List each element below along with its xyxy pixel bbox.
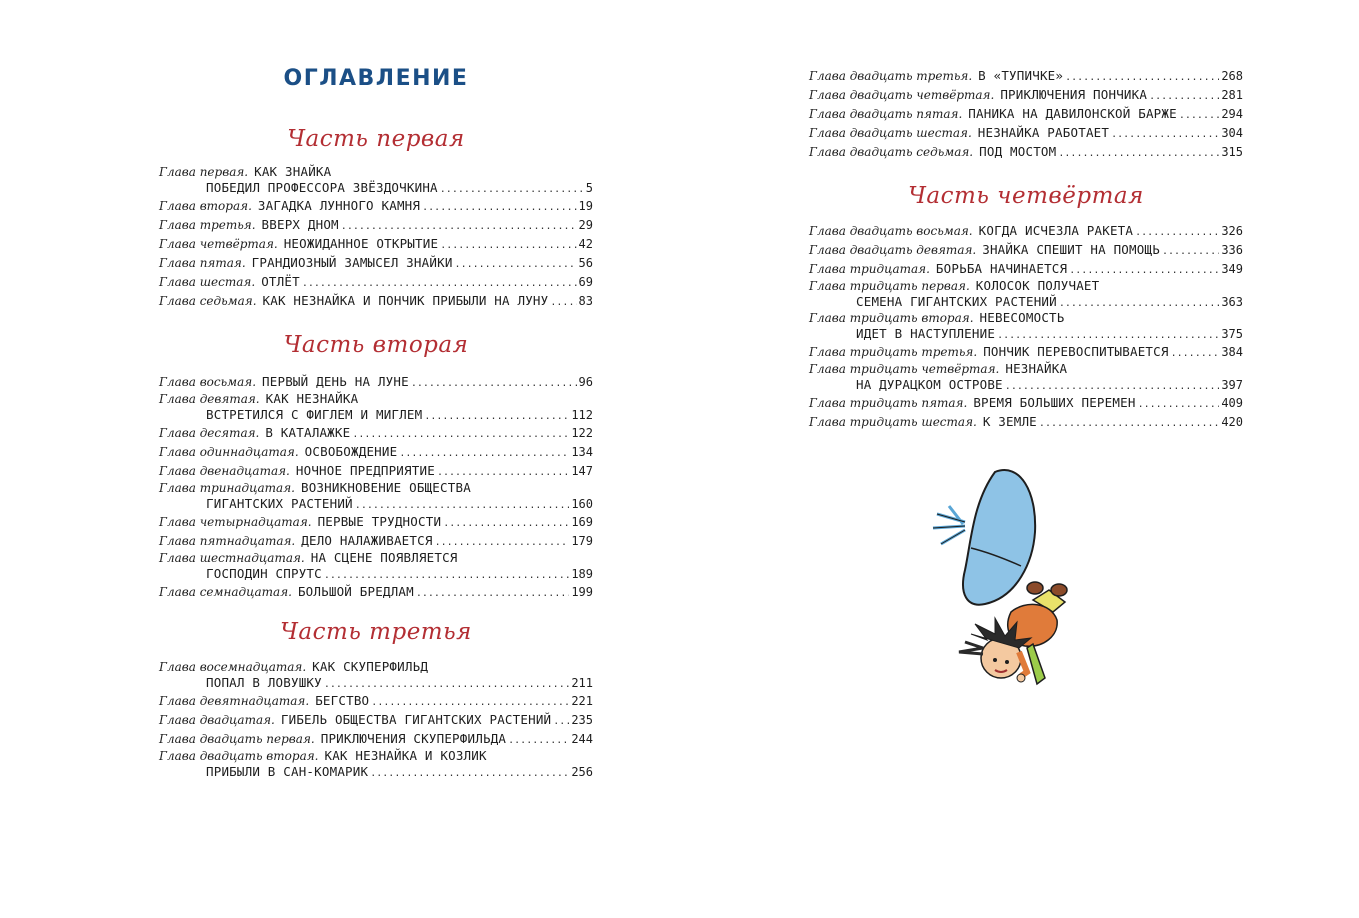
toc-entry [809,240,1243,259]
left-parts [159,124,593,780]
page-number: 5 [585,181,593,195]
page-number: 349 [1221,262,1243,276]
chapter-label: Глава шестая. [159,275,256,289]
page-number: 294 [1221,107,1243,121]
dot-leader [1059,295,1219,312]
chapter-title-cont: ПОПАЛ В ЛОВУШКУ [206,675,322,690]
toc-entry [159,710,593,729]
toc-entry [809,85,1243,104]
toc-entry-line [159,495,593,512]
chapter-label: Глава двадцать третья. [809,69,973,83]
toc-entry [159,729,593,748]
toc-entry [809,412,1243,431]
page-number: 304 [1221,126,1243,140]
toc-entry-line [159,480,593,495]
chapter-label: Глава четырнадцатая. [159,515,312,529]
falling-character-illustration [925,462,1095,702]
toc-entry-line [159,565,593,582]
toc-entry [159,291,593,310]
toc-entry-line [159,164,593,179]
toc-entry-line [159,659,593,674]
page-number: 19 [578,199,593,213]
chapter-title: ПРИКЛЮЧЕНИЯ СКУПЕРФИЛЬДА [320,731,507,746]
page-number: 420 [1221,415,1243,429]
chapter-title: ВВЕРХ ДНОМ [261,217,339,232]
toc-entry-line [159,196,593,215]
chapter-title: НА СЦЕНЕ ПОЯВЛЯЕТСЯ [310,550,458,565]
dot-leader [1179,106,1219,125]
toc-entry-line [809,123,1243,142]
part-heading: Часть третья [280,619,472,645]
page-number: 189 [571,567,593,581]
dot-leader [553,712,569,731]
chapter-label: Глава четвёртая. [159,237,278,251]
toc-entry-line [159,691,593,710]
right-parts [809,181,1243,431]
toc-entry [159,442,593,461]
toc-entry [159,272,593,291]
chapter-title: ПРИКЛЮЧЕНИЯ ПОНЧИКА [1000,87,1148,102]
chapter-label: Глава двадцать первая. [159,732,315,746]
chapter-title-cont: ПОБЕДИЛ ПРОФЕССОРА ЗВЁЗДОЧКИНА [206,180,438,195]
toc-title: ОГЛАВЛЕНИЕ [283,66,469,91]
page-number: 235 [571,713,593,727]
continued-entries [809,66,1243,161]
toc-entry [159,391,593,423]
page-number: 375 [1221,327,1243,341]
toc-entry-line [809,293,1243,310]
page-number: 199 [571,585,593,599]
page-number: 134 [571,445,593,459]
page-number: 268 [1221,69,1243,83]
toc-entry [159,372,593,391]
toc-entry [809,66,1243,85]
part-heading: Часть первая [287,126,465,152]
toc-entry-line [159,763,593,780]
toc-entry-line [809,325,1243,342]
toc-entry-line [159,215,593,234]
chapter-title: ПЕРВЫЙ ДЕНЬ НА ЛУНЕ [262,374,409,389]
toc-entry-line [809,376,1243,393]
chapter-title: В КАТАЛАЖКЕ [265,425,351,440]
chapter-label: Глава двадцать восьмая. [809,224,973,238]
page-number: 221 [571,694,593,708]
toc-entry [809,104,1243,123]
page-number: 96 [578,375,593,389]
toc-entry [159,215,593,234]
toc-entry-line [159,748,593,763]
chapter-label: Глава тридцать шестая. [809,415,977,429]
chapter-label: Глава третья. [159,218,256,232]
chapter-title: БОЛЬШОЙ БРЕДЛАМ [297,584,414,599]
toc-entry-line [159,179,593,196]
left-column [159,66,593,780]
chapter-label: Глава шестнадцатая. [159,551,305,565]
dot-leader [440,236,576,255]
hat-icon [963,470,1035,605]
part-heading: Часть вторая [283,332,469,358]
chapter-title: ОТЛЁТ [261,274,300,289]
dot-leader [424,408,569,425]
toc-entries [809,221,1243,431]
chapter-title: КАК СКУПЕРФИЛЬД [312,659,429,674]
dot-leader [455,255,577,274]
chapter-title: К ЗЕМЛЕ [982,414,1037,429]
page-number: 147 [571,464,593,478]
toc-entry-line [159,253,593,272]
chapter-label: Глава двадцать вторая. [159,749,319,763]
toc-entry [809,259,1243,278]
chapter-title-cont: ИДЕТ В НАСТУПЛЕНИЕ [856,326,996,341]
part-heading: Часть четвёртая [908,183,1144,209]
chapter-title-cont: ГИГАНТСКИХ РАСТЕНИЙ [206,496,353,511]
chapter-label: Глава восемнадцатая. [159,660,307,674]
page-number: 56 [578,256,593,270]
toc-entry [159,531,593,550]
page-number: 281 [1221,88,1243,102]
dot-leader [550,293,576,312]
chapter-title: БОРЬБА НАЧИНАЕТСЯ [935,261,1068,276]
chapter-title-cont: СЕМЕНА ГИГАНТСКИХ РАСТЕНИЙ [856,294,1057,309]
toc-entry [159,512,593,531]
chapter-title: НЕЗНАЙКА РАБОТАЕТ [977,125,1110,140]
chapter-label: Глава пятая. [159,256,246,270]
chapter-label: Глава вторая. [159,199,252,213]
toc-entry-line [809,342,1243,361]
toc-entry-line [809,393,1243,412]
chapter-title: НОЧНОЕ ПРЕДПРИЯТИЕ [295,463,435,478]
page-number: 160 [571,497,593,511]
toc-entry [159,461,593,480]
chapter-title: ВОЗНИКНОВЕНИЕ ОБЩЕСТВА [300,480,471,495]
toc-entry [809,393,1243,412]
page-number: 69 [578,275,593,289]
toc-entry [809,221,1243,240]
chapter-title: КАК ЗНАЙКА [254,164,332,179]
page-number: 409 [1221,396,1243,410]
dot-leader [1162,242,1219,261]
toc-entry [159,748,593,780]
chapter-title: БЕГСТВО [315,693,370,708]
dot-leader [422,198,576,217]
toc-entry [809,123,1243,142]
toc-entry-line [159,406,593,423]
page-number: 179 [571,534,593,548]
toc-entry-line [159,674,593,691]
chapter-title: ПОНЧИК ПЕРЕВОСПИТЫВАЕТСЯ [983,344,1169,359]
toc-entry-line [809,259,1243,278]
toc-entry-line [809,66,1243,85]
page-number: 211 [571,676,593,690]
toc-entries [159,372,593,601]
dot-leader [416,584,569,603]
toc-entry [159,550,593,582]
toc-entry-line [159,550,593,565]
toc-entry [159,196,593,215]
chapter-label: Глава десятая. [159,426,260,440]
page-number: 169 [571,515,593,529]
chapter-label: Глава двадцать пятая. [809,107,963,121]
toc-entry [159,253,593,272]
chapter-title: В «ТУПИЧКЕ» [978,68,1064,83]
chapter-title: ПОД МОСТОМ [979,144,1057,159]
toc-entry [809,310,1243,342]
page-number: 256 [571,765,593,779]
toc-entry [159,582,593,601]
chapter-title: КОЛОСОК ПОЛУЧАЕТ [975,278,1100,293]
dot-leader [1039,414,1219,433]
toc-entry [809,361,1243,393]
toc-entry [809,142,1243,161]
dot-leader [440,181,584,198]
chapter-title: КАК НЕЗНАЙКА [265,391,359,406]
toc-entry-line [159,272,593,291]
toc-entry-line [809,310,1243,325]
dot-leader [508,731,569,750]
toc-entry [159,691,593,710]
toc-entry [159,164,593,196]
chapter-label: Глава восьмая. [159,375,257,389]
toc-entry-line [159,582,593,601]
chapter-label: Глава тридцать пятая. [809,396,968,410]
toc-entry-line [159,461,593,480]
chapter-title: НЕЗНАЙКА [1005,361,1068,376]
page-number: 326 [1221,224,1243,238]
dot-leader [1138,395,1220,414]
page-number: 83 [578,294,593,308]
toc-entry [159,480,593,512]
dot-leader [411,374,577,393]
chapter-title: КАК НЕЗНАЙКА И КОЗЛИК [324,748,487,763]
chapter-title-cont: ПРИБЫЛИ В САН-КОМАРИК [206,764,369,779]
toc-entry-line [159,391,593,406]
chapter-label: Глава тридцать вторая. [809,311,974,325]
page-number: 336 [1221,243,1243,257]
chapter-label: Глава тридцать первая. [809,279,970,293]
chapter-title-cont: ВСТРЕТИЛСЯ С ФИГЛЕМ И МИГЛЕМ [206,407,423,422]
page-number: 42 [578,237,593,251]
chapter-label: Глава одиннадцатая. [159,445,299,459]
dot-leader [443,514,569,533]
toc-entry [809,342,1243,361]
toc-entry-line [159,710,593,729]
toc-entry-line [159,372,593,391]
chapter-label: Глава тридцатая. [809,262,930,276]
right-column [809,66,1243,431]
chapter-label: Глава двадцать девятая. [809,243,977,257]
chapter-label: Глава тридцать четвёртая. [809,362,1000,376]
dot-leader [1058,144,1219,163]
chapter-label: Глава тридцать третья. [809,345,978,359]
page-number: 315 [1221,145,1243,159]
toc-entry-line [809,361,1243,376]
page-number: 384 [1221,345,1243,359]
page-number: 122 [571,426,593,440]
chapter-title-cont: ГОСПОДИН СПРУТС [206,566,322,581]
chapter-label: Глава тринадцатая. [159,481,295,495]
toc-entry-line [159,442,593,461]
page-number: 244 [571,732,593,746]
chapter-title: КАК НЕЗНАЙКА И ПОНЧИК ПРИБЫЛИ НА ЛУНУ [262,293,549,308]
chapter-label: Глава пятнадцатая. [159,534,296,548]
toc-entry-line [159,291,593,310]
page-number: 112 [571,408,593,422]
toc-entry-line [159,234,593,253]
toc-entry-line [809,412,1243,431]
chapter-label: Глава двадцать шестая. [809,126,972,140]
chapter-label: Глава двадцать седьмая. [809,145,974,159]
chapter-title: КОГДА ИСЧЕЗЛА РАКЕТА [978,223,1134,238]
chapter-title: ПЕРВЫЕ ТРУДНОСТИ [317,514,442,529]
chapter-title: ПАНИКА НА ДАВИЛОНСКОЙ БАРЖЕ [968,106,1177,121]
chapter-title: ДЕЛО НАЛАЖИВАЕТСЯ [301,533,433,548]
toc-entries [159,659,593,780]
toc-entry-line [809,85,1243,104]
toc-entry-line [809,142,1243,161]
toc-entry-line [159,531,593,550]
dot-leader [370,765,569,782]
toc-entry [159,234,593,253]
chapter-title-cont: НА ДУРАЦКОМ ОСТРОВЕ [856,377,1003,392]
chapter-label: Глава седьмая. [159,294,257,308]
chapter-label: Глава девятая. [159,392,260,406]
page-number: 397 [1221,378,1243,392]
toc-entry-line [809,278,1243,293]
toc-entry-line [809,104,1243,123]
toc-entry-line [809,221,1243,240]
toc-entry [159,423,593,442]
chapter-title: НЕОЖИДАННОЕ ОТКРЫТИЕ [283,236,439,251]
dot-leader [1171,344,1220,363]
chapter-title: ЗНАЙКА СПЕШИТ НА ПОМОЩЬ [982,242,1160,257]
chapter-title: НЕВЕСОМОСТЬ [979,310,1065,325]
toc-entry [159,659,593,691]
chapter-label: Глава первая. [159,165,249,179]
toc-entry [809,278,1243,310]
page-number: 29 [578,218,593,232]
toc-entry-line [159,729,593,748]
page-number: 363 [1221,295,1243,309]
chapter-title: ОСВОБОЖДЕНИЕ [304,444,398,459]
chapter-label: Глава двадцатая. [159,713,275,727]
chapter-label: Глава девятнадцатая. [159,694,310,708]
chapter-title: ВРЕМЯ БОЛЬШИХ ПЕРЕМЕН [973,395,1136,410]
chapter-title: ГИБЕЛЬ ОБЩЕСТВА ГИГАНТСКИХ РАСТЕНИЙ [280,712,552,727]
chapter-label: Глава двадцать четвёртая. [809,88,995,102]
toc-entries [159,164,593,310]
chapter-label: Глава семнадцатая. [159,585,292,599]
toc-entry-line [159,512,593,531]
chapter-label: Глава двенадцатая. [159,464,290,478]
chapter-title: ГРАНДИОЗНЫЙ ЗАМЫСЕЛ ЗНАЙКИ [251,255,453,270]
dot-leader [1111,125,1219,144]
chapter-title: ЗАГАДКА ЛУННОГО КАМНЯ [257,198,421,213]
toc-entry-line [809,240,1243,259]
toc-entry-line [159,423,593,442]
